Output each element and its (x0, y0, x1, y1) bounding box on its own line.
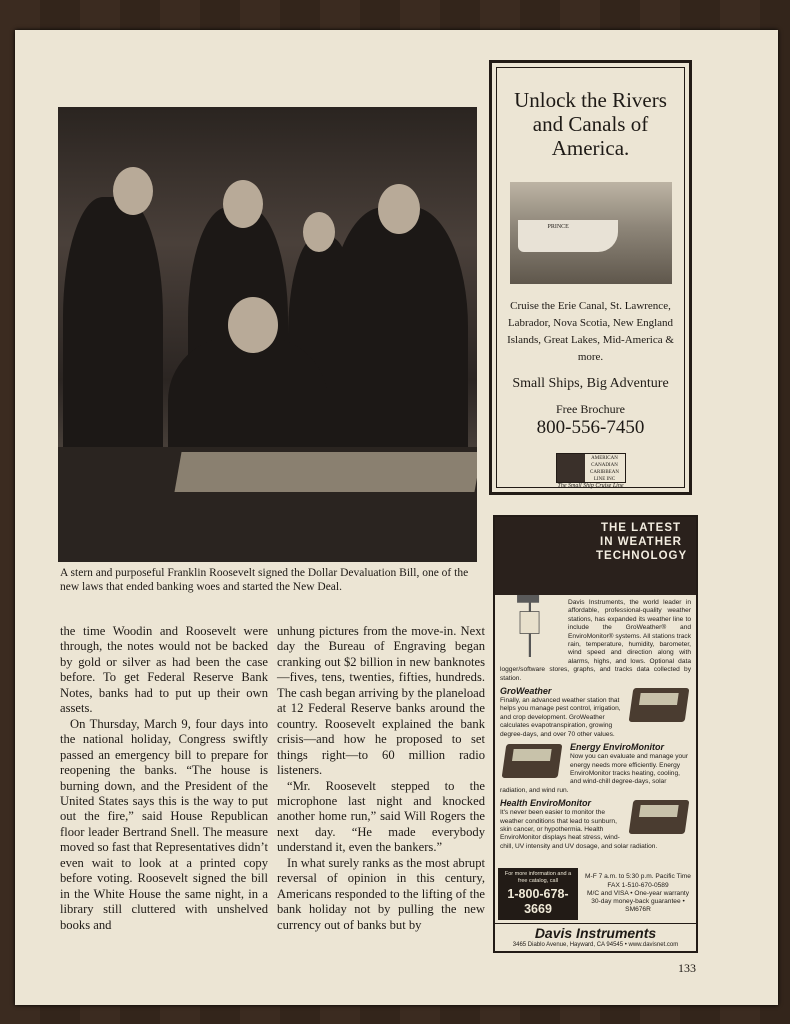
product-name: Energy EnviroMonitor (570, 742, 665, 753)
product-text: Now you can evaluate and manage your energy needs more efficiently. Energy EnviroMonitor tracks heating, cooling, and wind-chill degree-days, solar radiation, and wind run. (500, 753, 689, 794)
fax: FAX 1-510-670-0589 (607, 881, 669, 889)
ad-banner (495, 517, 696, 595)
ad-headline: Unlock the Rivers and Canals of America. (514, 88, 667, 160)
device-icon (629, 800, 690, 834)
product-name: GroWeather (500, 686, 552, 697)
brand-block (495, 923, 696, 951)
paragraph: unhung pictures from the move-in. Next day the Bureau of Engraving began cranking out $2 billion in new banknotes—fives, tens, twenties, fifties, hundreds. The cash began arriving by the planeload at 12 Federal Reserve banks around the country. Roosevelt explained the bank crisis—and how he proposed to set things right—to 60 million radio listeners. (277, 624, 485, 778)
product-text: It's never been easier to monitor the weather conditions that lead to sunburn, skin cancer, or hypothermia. Health EnviroMonitor displays heat stress, wind-chill, UV intensity and UV dosage, and solar radiation. (500, 809, 658, 850)
phone-number: 800-556-7450 (536, 417, 645, 438)
ad-title: THE LATEST IN WEATHER TECHNOLOGY (596, 522, 688, 562)
product-name: Health EnviroMonitor (500, 798, 592, 809)
hours: M-F 7 a.m. to 5:30 p.m. Pacific Time (585, 873, 691, 881)
product-text: Finally, an advanced weather station that helps you manage pest control, irrigation, and crop development. GroWeather calculates evapotranspiration, growing degree-days, and over 70 other values. (500, 697, 621, 738)
product-health (495, 795, 696, 851)
ship-name: PRINCE (547, 224, 569, 230)
cruise-ship-image (510, 182, 672, 284)
cta-text: For more information and a free catalog, call (504, 871, 572, 884)
address: 3465 Diablo Avenue, Hayward, CA 94545 • www.davisnet.com (512, 942, 679, 948)
paragraph: “Mr. Roosevelt stepped to the microphone last night and knocked another home run,” said Will Rogers the next day. “He made everybody understand it, even the bankers.” (277, 778, 485, 855)
page-number: 133 (678, 961, 696, 975)
photo-caption: A stern and purposeful Franklin Roosevelt signed the Dollar Devaluation Bill, one of the new laws that ended banking woes and started the New Deal. (60, 567, 469, 593)
ad-slogan: Small Ships, Big Adventure (512, 376, 669, 391)
roosevelt-signing-photo (58, 107, 477, 562)
article-column-right (277, 624, 485, 933)
ad-intro: Davis Instruments, the world leader in affordable, professional-quality weather stations, has expanded its weather line to include the GroWeather® and EnviroMonitor® systems. All stations track rain, temperature, humidity, barometer, wind speed and direction along with alarms, highs, and lows. Optional data logger/software stores, graphs, and tracks data collected by station. (500, 599, 691, 682)
intro-block (495, 595, 696, 683)
product-groweather (495, 683, 696, 739)
paragraph: In what surely ranks as the most abrupt reversal of opinion in this century, Americans responded to the lifting of the bank holiday not by pulling the new currency out of banks but by (277, 855, 485, 932)
phone-number: 1-800-678-3669 (507, 887, 569, 916)
ad-body: Cruise the Erie Canal, St. Lawrence, Labrador, Nova Scotia, New England Islands, Great Lakes, Mid-America & more. (507, 300, 674, 363)
device-icon (629, 688, 690, 722)
paragraph: the time Woodin and Roosevelt were through, the notes would not be backed by gold or silver as had been the case before. To get Federal Reserve Bank Notes, banks had to put up their own assets. (60, 624, 268, 716)
company-logo (556, 453, 626, 483)
call-box (498, 868, 578, 920)
cruise-advertisement (489, 60, 692, 495)
paragraph: On Thursday, March 9, four days into the national holiday, Congress swiftly passed an emergency bill to prepare for reopening the banks. “The house is burning down, and the President of the United States says this is the way to put out the fire,” said House Republican floor leader Bertrand Snell. The measure moved so fast that Representatives didn’t even wait to look at a printed copy before voting. Roosevelt signed the bill in the White House the same night, in a library still cluttered with unshelved books and (60, 716, 268, 932)
brand-name: Davis Instruments (534, 925, 657, 941)
order-row (495, 868, 696, 920)
product-energy (495, 739, 696, 795)
terms: M/C and VISA • One-year warranty (587, 889, 689, 897)
terms: 30-day money-back guarantee • SM676R (591, 898, 685, 914)
davis-advertisement (493, 515, 698, 953)
brochure-label: Free Brochure (556, 402, 625, 416)
device-icon (502, 744, 563, 778)
logo-tagline: The Small Ship Cruise Line (557, 483, 624, 489)
article-column-left (60, 624, 268, 933)
logo-text: AMERICAN CANADIAN CARIBBEAN LINE INC (590, 456, 619, 482)
order-info (583, 873, 693, 914)
